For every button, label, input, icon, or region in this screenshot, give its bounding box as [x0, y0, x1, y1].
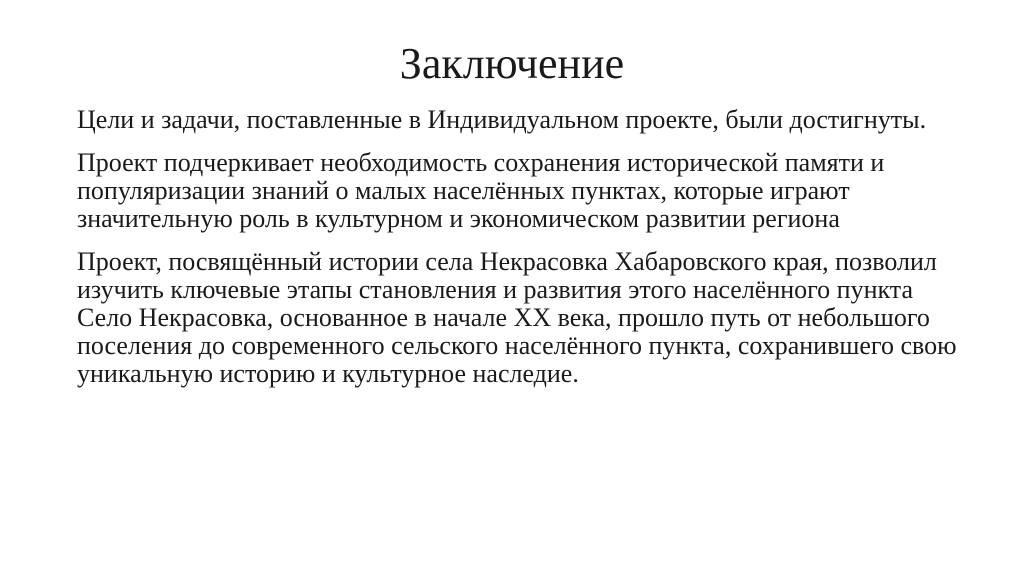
paragraph-village-history: Проект, посвящённый истории села Некрасовка Хабаровского края, позволил изучить ключевые этапы становления и развития этого населённого пункта Село Некрасовка, основанное в начале XX века, прошло путь от небольшого поселения до современного сельского населённого пункта, сохранившего свою уникальную историю и культурное наследие.: [77, 247, 957, 388]
slide-title: Заключение: [399, 39, 625, 88]
paragraph-project-importance: Проект подчеркивает необходимость сохранения исторической памяти и популяризации знаний о малых населённых пунктах, которые играют значительную роль в культурном и экономическом развитии региона: [77, 148, 885, 233]
paragraph-goals-achieved: Цели и задачи, поставленные в Индивидуальном проекте, были достигнуты.: [77, 105, 927, 134]
slide-body: [77, 106, 957, 403]
